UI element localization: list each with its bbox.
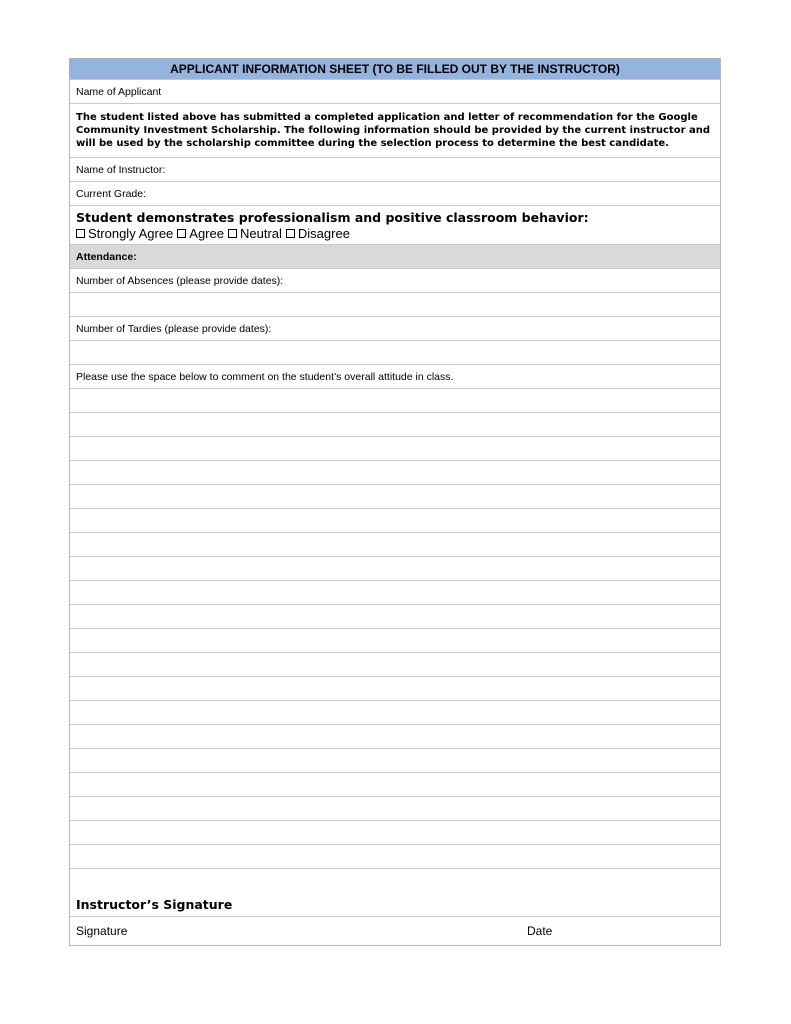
option-label: Agree [189,225,224,241]
applicant-name-field[interactable]: Name of Applicant [70,80,720,104]
option-neutral[interactable] [228,226,282,241]
comment-line[interactable] [70,773,720,797]
intro-paragraph: The student listed above has submitted a completed application and letter of recommendation for the Google Community Investment Scholarship. The following information should be provided by the current instructor and will be used by the scholarship committee during the selection process to determine the best candidate. [76,112,711,149]
comment-line[interactable] [70,725,720,749]
checkbox-icon[interactable] [228,229,237,238]
applicant-information-sheet [69,58,721,946]
intro-text [70,104,720,158]
comment-lines [70,389,720,893]
date-label: Date [527,924,553,938]
comment-line[interactable] [70,437,720,461]
behavior-options [76,226,350,241]
comment-line[interactable] [70,677,720,701]
comment-line[interactable] [70,701,720,725]
comment-line[interactable] [70,653,720,677]
option-label: Neutral [239,225,282,241]
tardies-label: Number of Tardies (please provide dates): [70,317,720,341]
comment-line[interactable] [70,461,720,485]
comments-prompt: Please use the space below to comment on the student’s overall attitude in class. [70,365,720,389]
behavior-question: Student demonstrates professionalism and positive classroom behavior: [76,209,589,225]
option-agree[interactable] [177,226,224,241]
signature-row[interactable] [70,917,720,945]
current-grade-field[interactable]: Current Grade: [70,182,720,206]
option-label: Disagree [297,225,350,241]
absences-label: Number of Absences (please provide dates): [70,269,720,293]
comment-line[interactable] [70,821,720,845]
signature-heading: Instructor’s Signature [70,893,720,917]
absences-input-line[interactable] [70,293,720,317]
comment-line[interactable] [70,581,720,605]
comment-line[interactable] [70,533,720,557]
comment-line[interactable] [70,485,720,509]
instructor-name-field[interactable]: Name of Instructor: [70,158,720,182]
checkbox-icon[interactable] [286,229,295,238]
attendance-heading: Attendance: [70,245,720,269]
comment-line[interactable] [70,605,720,629]
comment-line[interactable] [70,389,720,413]
comment-line[interactable] [70,509,720,533]
tardies-input-line[interactable] [70,341,720,365]
option-disagree[interactable] [286,226,350,241]
checkbox-icon[interactable] [76,229,85,238]
comment-line[interactable] [70,557,720,581]
comment-line[interactable] [70,749,720,773]
checkbox-icon[interactable] [177,229,186,238]
signature-label: Signature [76,924,128,938]
behavior-question-row [70,206,720,245]
comment-line[interactable] [70,413,720,437]
comment-line[interactable] [70,797,720,821]
sheet-title: APPLICANT INFORMATION SHEET (TO BE FILLED OUT BY THE INSTRUCTOR) [70,59,720,80]
option-label: Strongly Agree [88,225,174,241]
comment-line[interactable] [70,845,720,869]
comment-line[interactable] [70,869,720,893]
comment-line[interactable] [70,629,720,653]
option-strongly-agree[interactable] [76,226,173,241]
